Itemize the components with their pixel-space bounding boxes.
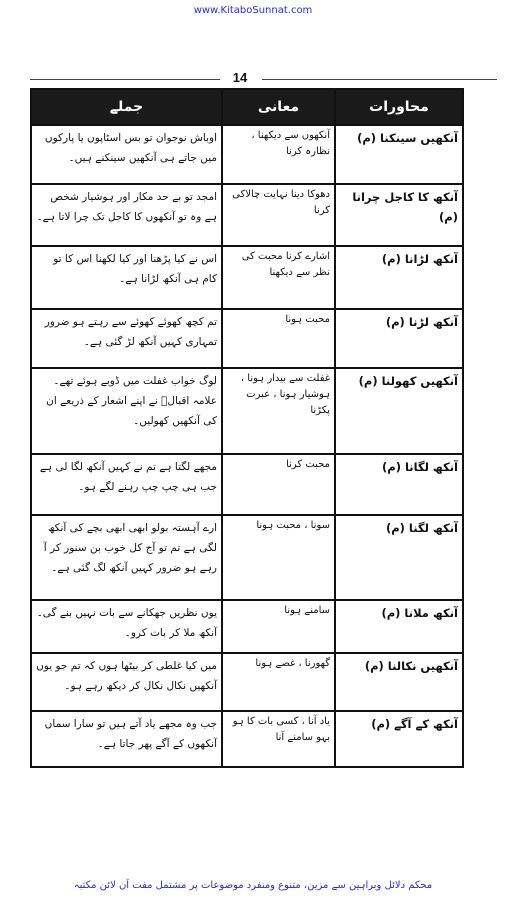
idiom-cell: آنکھ لڑنا (م) (335, 309, 463, 368)
table-row (31, 368, 463, 454)
table-row (31, 246, 463, 309)
meaning-cell: محبت ہونا (222, 309, 335, 368)
table-row (31, 711, 463, 767)
table-row (31, 184, 463, 246)
idiom-cell: آنکھ کا کاجل چرانا (م) (335, 184, 463, 246)
meaning-cell: غفلت سے بیدار ہونا ، ہوشیار ہونا ، عبرت پکڑنا (222, 368, 335, 454)
table-row (31, 309, 463, 368)
sentence-cell: یوں نظریں جھکانے سے بات نہیں بنے گی۔ آنکھ ملا کر بات کرو۔ (31, 600, 222, 653)
idiom-cell: آنکھ کے آگے (م) (335, 711, 463, 767)
table-row (31, 600, 463, 653)
sentence-cell: جب وہ مجھے یاد آتے ہیں تو سارا سماں آنکھوں کے آگے پھر جاتا ہے۔ (31, 711, 222, 767)
meaning-cell: گھورنا ، غصے ہونا (222, 653, 335, 711)
sentence-cell: لوگ خواب غفلت میں ڈوبے ہوئے تھے۔ علامہ اقبالؒ نے اپنے اشعار کے ذریعے ان کی آنکھیں کھولیں۔ (31, 368, 222, 454)
meaning-cell: سونا ، محبت ہونا (222, 515, 335, 600)
idiom-cell: آنکھیں نکالنا (م) (335, 653, 463, 711)
table-row (31, 653, 463, 711)
site-url[interactable]: www.KitaboSunnat.com (193, 5, 313, 16)
sentence-cell: ارے آہستہ بولو ابھی ابھی بچے کی آنکھ لگی ہے تم تو آج کل خوب بن سنور کر آ رہے ہو ضرور کہیں آنکھ لگ گئی ہے۔ (31, 515, 222, 600)
idioms-table (30, 88, 464, 768)
table-row (31, 454, 463, 515)
idiom-cell: آنکھ لڑانا (م) (335, 246, 463, 309)
idiom-cell: آنکھ لگانا (م) (335, 454, 463, 515)
table-row (31, 125, 463, 184)
sentence-cell: تم کچھ کھوئے کھوئے سے رہتے ہو ضرور تمہاری کہیں آنکھ لڑ گئی ہے۔ (31, 309, 222, 368)
meaning-cell: دھوکا دینا نہایت چالاکی کرنا (222, 184, 335, 246)
meaning-cell: سامنے ہونا (222, 600, 335, 653)
column-header-idiom: محاورات (335, 89, 463, 125)
sentence-cell: مجھے لگتا ہے تم نے کہیں آنکھ لگا لی ہے جب ہی چپ چپ رہنے لگے ہو۔ (31, 454, 222, 515)
column-header-sentence: جملے (31, 89, 222, 125)
meaning-cell: یاد آنا ، کسی بات کا ہو بہو سامنے آنا (222, 711, 335, 767)
idiom-cell: آنکھیں سینکنا (م) (335, 125, 463, 184)
page-number: 14 (232, 70, 248, 85)
idiom-cell: آنکھیں کھولنا (م) (335, 368, 463, 454)
meaning-cell: اشارے کرنا محبت کی نظر سے دیکھنا (222, 246, 335, 309)
sentence-cell: اس نے کیا پڑھنا اور کیا لکھنا اس کا تو کام ہی آنکھ لڑانا ہے۔ (31, 246, 222, 309)
sentence-cell: میں کیا غلطی کر بیٹھا ہوں کہ تم جو یوں آنکھیں نکال نکال کر دیکھ رہے ہو۔ (31, 653, 222, 711)
table-header-row (31, 89, 463, 125)
sentence-cell: اوباش نوجوان تو بس اسٹاپوں یا پارکوں میں جاتے ہی آنکھیں سینکنے ہیں۔ (31, 125, 222, 184)
footer-tagline: محکم دلائل وبراہین سے مزین، متنوع ومنفرد موضوعات پر مشتمل مفت آن لائن مکتبہ (73, 880, 433, 891)
idiom-cell: آنکھ لگنا (م) (335, 515, 463, 600)
column-header-meaning: معانی (222, 89, 335, 125)
table-row (31, 515, 463, 600)
top-rule-right (262, 79, 497, 80)
meaning-cell: محبت کرنا (222, 454, 335, 515)
top-rule-left (30, 79, 220, 80)
meaning-cell: آنکھوں سے دیکھنا ، نظارہ کرنا (222, 125, 335, 184)
idiom-cell: آنکھ ملانا (م) (335, 600, 463, 653)
sentence-cell: امجد تو بے حد مکار اور ہوشیار شخص ہے وہ تو آنکھوں کا کاجل تک چرا لاتا ہے۔ (31, 184, 222, 246)
